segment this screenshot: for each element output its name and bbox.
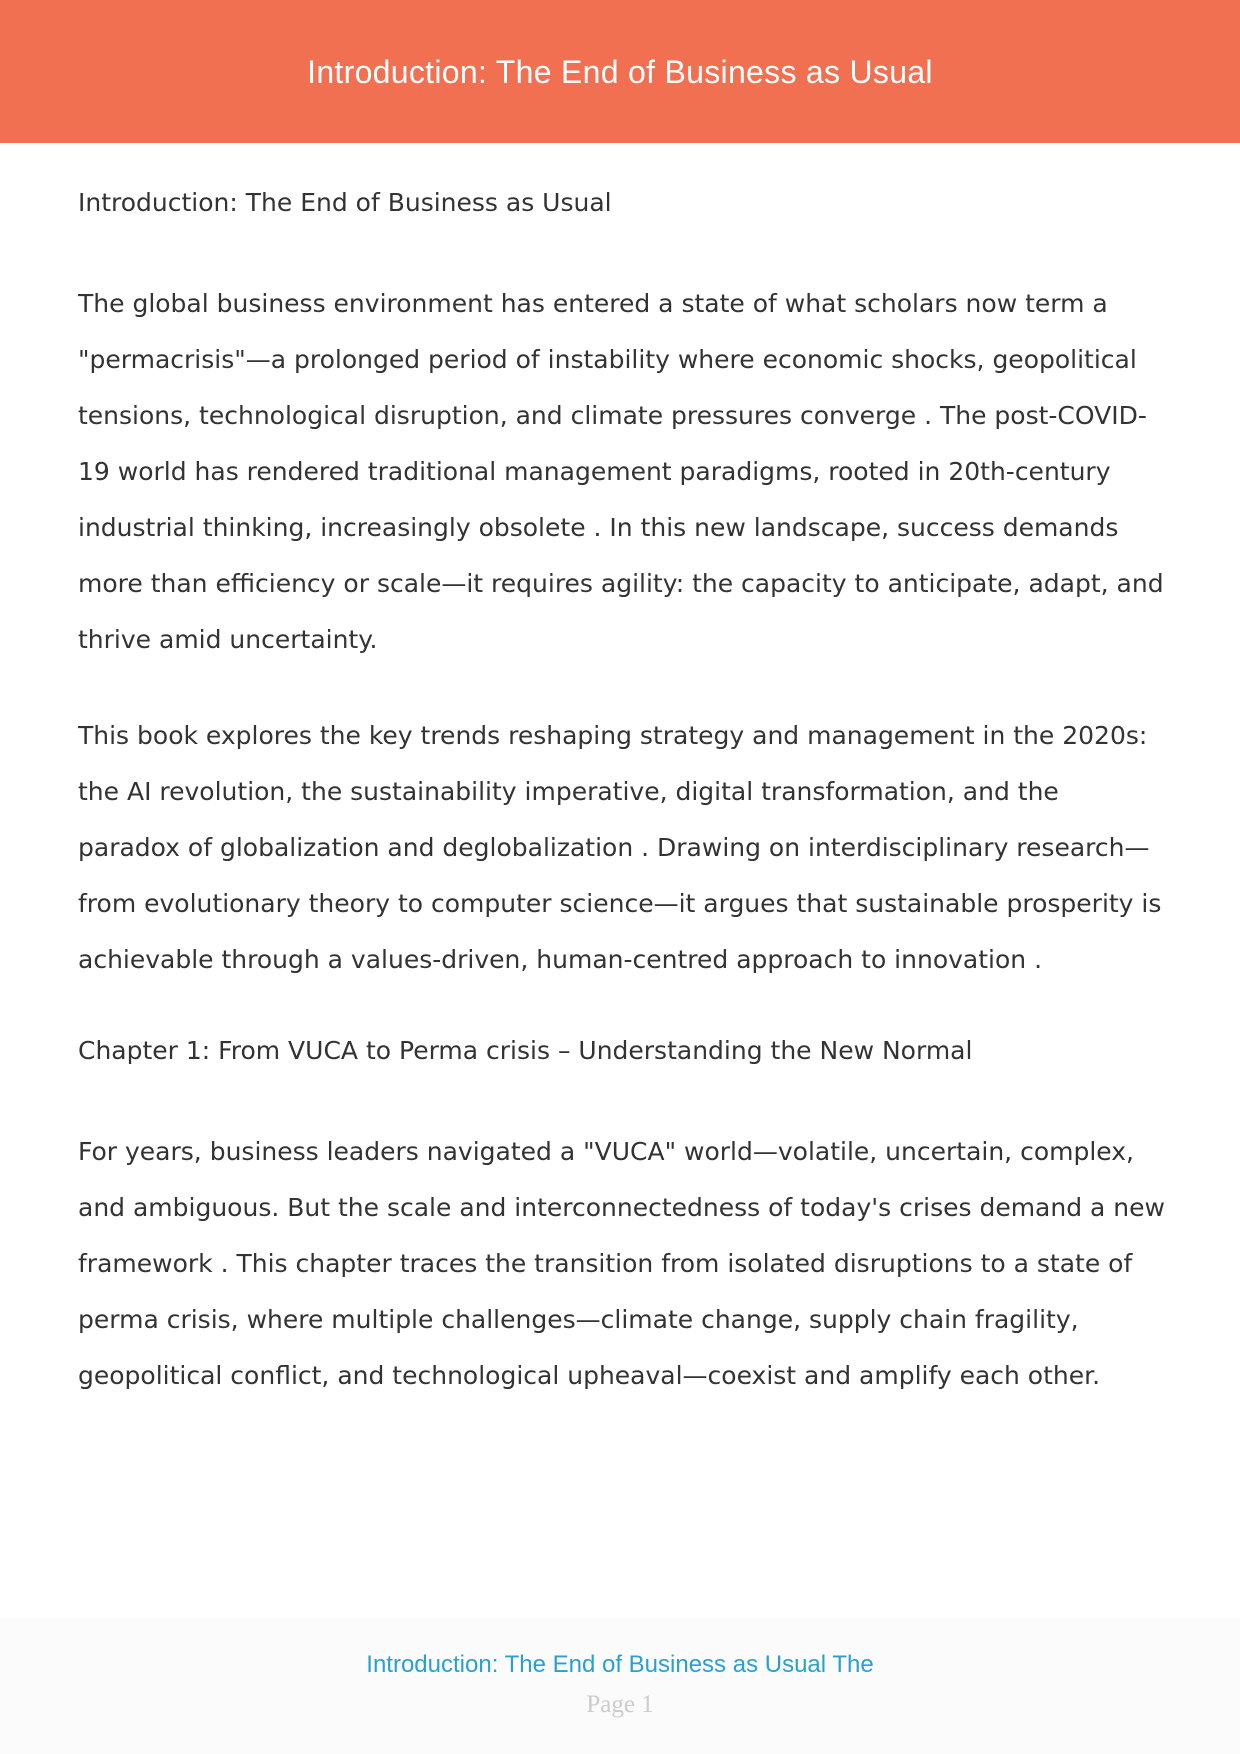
intro-paragraph-1: The global business environment has entered a state of what scholars now term a "permacrisis"—a prolonged period of instability where economic shocks, geopolitical tensions, technological disruption, and climate pressures converge . The post-COVID-19 world has rendered traditional management paradigms, rooted in 20th-century industrial thinking, increasingly obsolete . In this new landscape, success demands more than efficiency or scale—it requires agility: the capacity to anticipate, adapt, and thrive amid uncertainty. xyxy=(78,289,1164,654)
footer-running-title: Introduction: The End of Business as Usual The xyxy=(366,1651,874,1678)
footer-band xyxy=(0,1618,1240,1754)
page-number: Page 1 xyxy=(586,1691,654,1718)
page-header-title: Introduction: The End of Business as Usual xyxy=(307,54,933,90)
document-body xyxy=(78,180,1168,1444)
intro-heading: Introduction: The End of Business as Usual xyxy=(78,188,612,217)
chapter-paragraph: For years, business leaders navigated a "VUCA" world—volatile, uncertain, complex, and ambiguous. But the scale and interconnectedness of today's crises demand a new framework . This chapter traces the transition from isolated disruptions to a state of perma crisis, where multiple challenges—climate change, supply chain fragility, geopolitical conflict, and technological upheaval—coexist and amplify each other. xyxy=(78,1137,1165,1390)
intro-paragraph-2: This book explores the key trends reshaping strategy and management in the 2020s: the AI revolution, the sustainability imperative, digital transformation, and the paradox of globalization and deglobalization . Drawing on interdisciplinary research—from evolutionary theory to computer science—it argues that sustainable prosperity is achievable through a values-driven, human-centred approach to innovation . xyxy=(78,721,1162,974)
chapter-heading: Chapter 1: From VUCA to Perma crisis – Understanding the New Normal xyxy=(78,1036,973,1065)
